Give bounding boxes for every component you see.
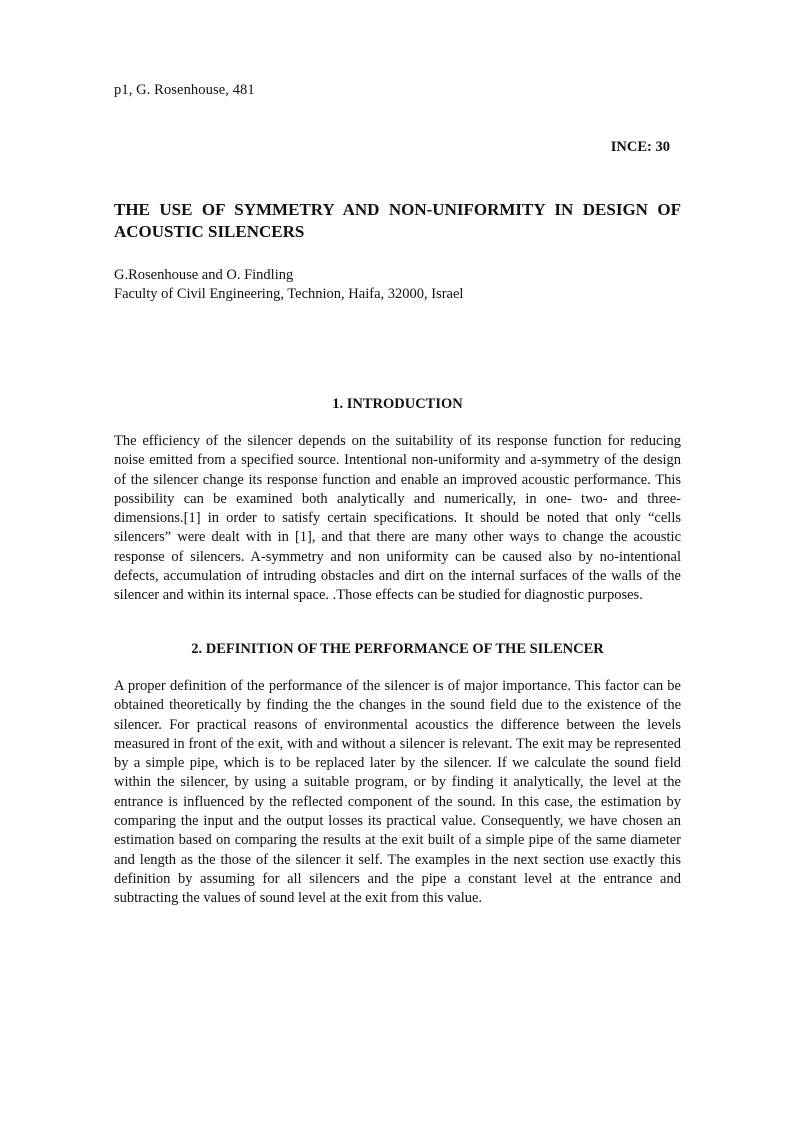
section-body-introduction: The efficiency of the silencer depends on the suitability of its response function for reducing noise emitted from a specified source. Intentional non-uniformity and a-symmetry of the design of the silencer change its response function and enable an improved acoustic performance. This possibility can be examined both analytically and numerically, in one- two- and three-dimensions.[1] in order to satisfy certain specifications. It should be noted that only “cells silencers” were dealt with in [1], and that there are many other ways to change the acoustic response of silencers. A-symmetry and non uniformity can be caused also by no-intentional defects, accumulation of intruding obstacles and dirt on the internal surfaces of the walls of the silencer and within its internal space. .Those effects can be studied for diagnostic purposes.	[114, 433, 681, 604]
running-head: p1, G. Rosenhouse, 481	[114, 82, 255, 98]
section-heading-definition: 2. DEFINITION OF THE PERFORMANCE OF THE SILENCER	[191, 641, 604, 657]
conference-reference: INCE: 30	[610, 139, 670, 155]
author-affiliation: Faculty of Civil Engineering, Technion, Haifa, 32000, Israel	[114, 286, 464, 302]
paper-title: THE USE OF SYMMETRY AND NON-UNIFORMITY IN DESIGN OF ACOUSTIC SILENCERS	[114, 200, 681, 241]
section-heading-introduction: 1. INTRODUCTION	[332, 396, 463, 412]
author-list: G.Rosenhouse and O. Findling	[114, 267, 294, 283]
section-body-definition: A proper definition of the performance of the silencer is of major importance. This factor can be obtained theoretically by finding the the changes in the sound field due to the existence of the silencer. For practical reasons of environmental acoustics the difference between the levels measured in front of the exit, with and without a silencer is relevant. The exit may be represented by a simple pipe, which is to be replaced later by the silencer. If we calculate the sound field within the silencer, by using a suitable program, or by finding it analytically, the level at the entrance is influenced by the reflected component of the sound. In this case, the estimation by comparing the input and the output losses its practical value. Consequently, we have chosen an estimation based on comparing the results at the exit built of a simple pipe of the same diameter and length as the those of the silencer it self. The examples in the next section use exactly this definition by assuming for all silencers and the pipe a constant level at the entrance and subtracting the values of sound level at the exit from this value.	[114, 678, 681, 907]
